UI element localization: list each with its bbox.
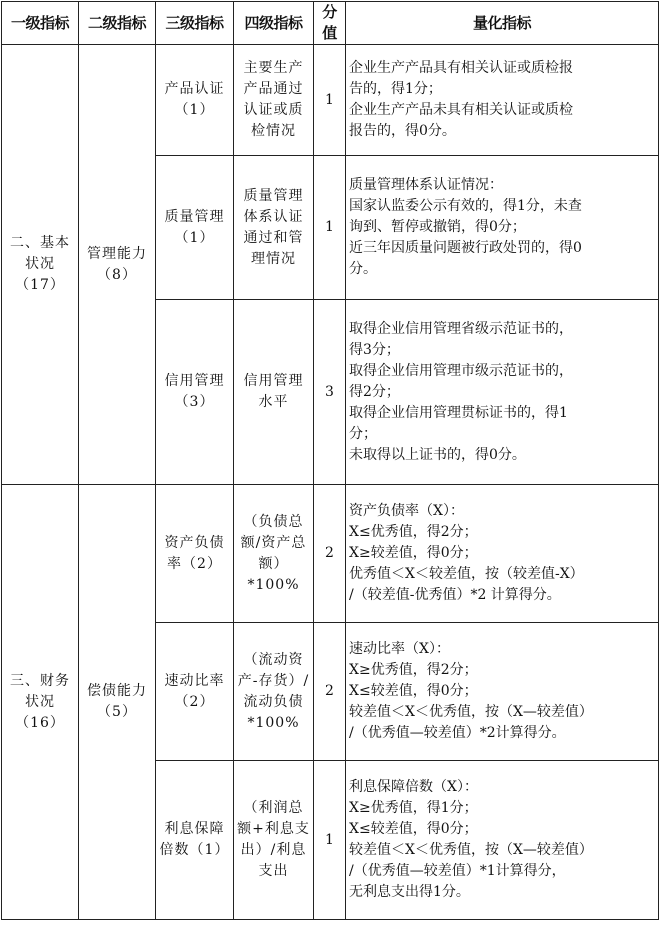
level3-cell	[156, 45, 234, 156]
quantified-cell-line: 较差值＜X＜优秀值，按（X—较差值）	[349, 842, 593, 858]
level4-cell-line: 支出	[258, 863, 289, 879]
level3-cell-line: 质量管理	[164, 208, 225, 225]
level4-cell	[234, 156, 314, 300]
level3-cell	[156, 485, 234, 623]
level2-cell-line: （8）	[97, 266, 137, 283]
quantified-cell	[346, 485, 659, 623]
header-level3: 三级指标	[156, 2, 234, 45]
quantified-cell-line: X≥优秀值，得1分；	[349, 800, 478, 816]
level4-cell	[234, 623, 314, 761]
level4-cell-line: （流动资	[243, 651, 304, 668]
score-cell: 1	[314, 761, 346, 920]
level4-cell-line: 产-存货）/	[237, 672, 310, 689]
level1-cell-line: （17）	[15, 277, 65, 293]
level3-cell	[156, 761, 234, 920]
quantified-cell	[346, 45, 659, 156]
score-cell: 1	[314, 156, 346, 300]
level4-cell-line: 理情况	[251, 250, 296, 267]
score-cell: 3	[314, 300, 346, 485]
quantified-cell	[346, 761, 659, 920]
quantified-cell-line: 取得企业信用管理贯标证书的，得1	[349, 404, 568, 421]
level4-cell	[234, 300, 314, 485]
header-score: 分值	[314, 2, 346, 45]
quantified-cell-line: X≥较差值，得0分；	[349, 545, 478, 561]
quantified-cell-line: /（优秀值—较差值）*1计算得分，	[349, 863, 566, 879]
quantified-cell-line: X≤较差值，得0分；	[349, 683, 478, 699]
header-level2: 二级指标	[79, 2, 156, 45]
level3-cell-line: 资产负债	[164, 534, 225, 551]
level4-cell-line: 质量管理	[243, 187, 304, 204]
level2-cell	[79, 45, 156, 485]
level4-cell	[234, 45, 314, 156]
quantified-cell-line: 未取得以上证书的，得0分。	[349, 446, 526, 463]
level3-cell	[156, 623, 234, 761]
level3-cell-line: （2）	[174, 693, 215, 710]
quantified-cell-line: 分；	[349, 425, 377, 442]
quantified-cell-line: 得2分；	[349, 383, 400, 400]
table-row	[2, 485, 659, 623]
header-row	[2, 2, 659, 45]
level3-cell-line: 产品认证	[164, 81, 225, 97]
level3-cell-line: （1）	[174, 229, 215, 246]
level4-cell-line: 水平	[258, 394, 289, 410]
table-body	[2, 45, 659, 920]
level1-cell-line: 二、基本	[10, 235, 70, 251]
level4-cell-line: 主要生产	[243, 60, 304, 76]
quantified-cell-line: X≤优秀值，得2分；	[349, 524, 478, 540]
quantified-cell-line: 告的，得1分；	[349, 81, 442, 97]
level3-cell-line: 速动比率	[164, 672, 225, 689]
level4-cell-line: *100%	[247, 714, 300, 731]
level4-cell-line: 额）*100%	[247, 555, 300, 593]
table-row	[2, 45, 659, 156]
header-level4: 四级指标	[234, 2, 314, 45]
level4-cell-line: 体系认证	[243, 208, 304, 225]
level3-cell-line: （3）	[174, 394, 215, 410]
quantified-cell-line: 取得企业信用管理市级示范证书的，	[349, 362, 573, 379]
level4-cell-line: （负债总	[243, 513, 304, 530]
quantified-cell-line: 得3分；	[349, 341, 400, 358]
indicator-table	[1, 1, 659, 920]
level1-cell	[2, 45, 79, 485]
quantified-cell	[346, 623, 659, 761]
quantified-cell-line: 质量管理体系认证情况：	[349, 177, 503, 193]
score-cell: 2	[314, 485, 346, 623]
level3-cell-line: 信用管理	[164, 373, 225, 389]
level4-cell-line: 流动负债	[243, 693, 304, 710]
level3-cell-line: 利息保障	[164, 821, 225, 837]
quantified-cell-line: 资产负债率（X）：	[349, 503, 464, 519]
quantified-cell-line: X≥优秀值，得2分；	[349, 662, 478, 678]
header-level1: 一级指标	[2, 2, 79, 45]
level1-cell	[2, 485, 79, 920]
quantified-cell-line: /（优秀值—较差值）*2计算得分。	[349, 725, 566, 741]
level4-cell-line: 信用管理	[243, 373, 304, 389]
score-cell: 1	[314, 45, 346, 156]
level4-cell-line: （利润总	[243, 800, 304, 816]
quantified-cell-line: 企业生产产品未具有相关认证或质检	[349, 102, 573, 118]
quantified-cell	[346, 300, 659, 485]
score-cell: 2	[314, 623, 346, 761]
level3-cell	[156, 156, 234, 300]
quantified-cell-line: 国家认监委公示有效的，得1分，未查	[349, 198, 582, 214]
quantified-cell-line: 询到、暂停或撤销，得0分；	[349, 219, 526, 235]
quantified-cell-line: 取得企业信用管理省级示范证书的，	[349, 320, 573, 337]
level4-cell-line: 出）/利息	[240, 842, 307, 858]
level4-cell-line: 检情况	[251, 123, 296, 139]
level3-cell-line: 倍数（1）	[159, 842, 230, 858]
quantified-cell-line: 近三年因质量问题被行政处罚的，得0	[349, 240, 582, 256]
header-quantified: 量化指标	[346, 2, 659, 45]
quantified-cell-line: 企业生产产品具有相关认证或质检报	[349, 60, 573, 76]
level2-cell	[79, 485, 156, 920]
level4-cell-line: 认证或质	[243, 102, 304, 118]
level1-cell-line: 状况	[25, 693, 55, 710]
quantified-cell-line: 报告的，得0分。	[349, 123, 456, 139]
level4-cell-line: 额+利息支	[237, 821, 310, 837]
level1-cell-line: （16）	[15, 714, 65, 731]
level1-cell-line: 状况	[25, 256, 55, 272]
quantified-cell	[346, 156, 659, 300]
quantified-cell-line: 利息保障倍数（X）：	[349, 779, 478, 795]
quantified-cell-line: 速动比率（X）：	[349, 641, 450, 657]
quantified-cell-line: 分。	[349, 261, 377, 277]
level1-cell-line: 三、财务	[10, 672, 70, 689]
level4-cell	[234, 761, 314, 920]
level4-cell-line: 额/资产总	[240, 534, 307, 551]
quantified-cell-line: X≤较差值，得0分；	[349, 821, 478, 837]
level3-cell-line: 率（2）	[167, 555, 222, 572]
quantified-cell-line: /（较差值-优秀值）*2 计算得分。	[349, 587, 561, 603]
level4-cell-line: 通过和管	[243, 229, 304, 246]
level2-cell-line: 偿债能力	[87, 683, 147, 699]
quantified-cell-line: 无利息支出得1分。	[349, 884, 470, 900]
level4-cell	[234, 485, 314, 623]
level4-cell-line: 产品通过	[243, 81, 304, 97]
quantified-cell-line: 较差值＜X＜优秀值，按（X—较差值）	[349, 704, 593, 720]
level3-cell-line: （1）	[174, 102, 215, 118]
level2-cell-line: （5）	[97, 704, 137, 720]
quantified-cell-line: 优秀值＜X＜较差值，按（较差值-X）	[349, 566, 584, 582]
level3-cell	[156, 300, 234, 485]
level2-cell-line: 管理能力	[87, 245, 147, 262]
